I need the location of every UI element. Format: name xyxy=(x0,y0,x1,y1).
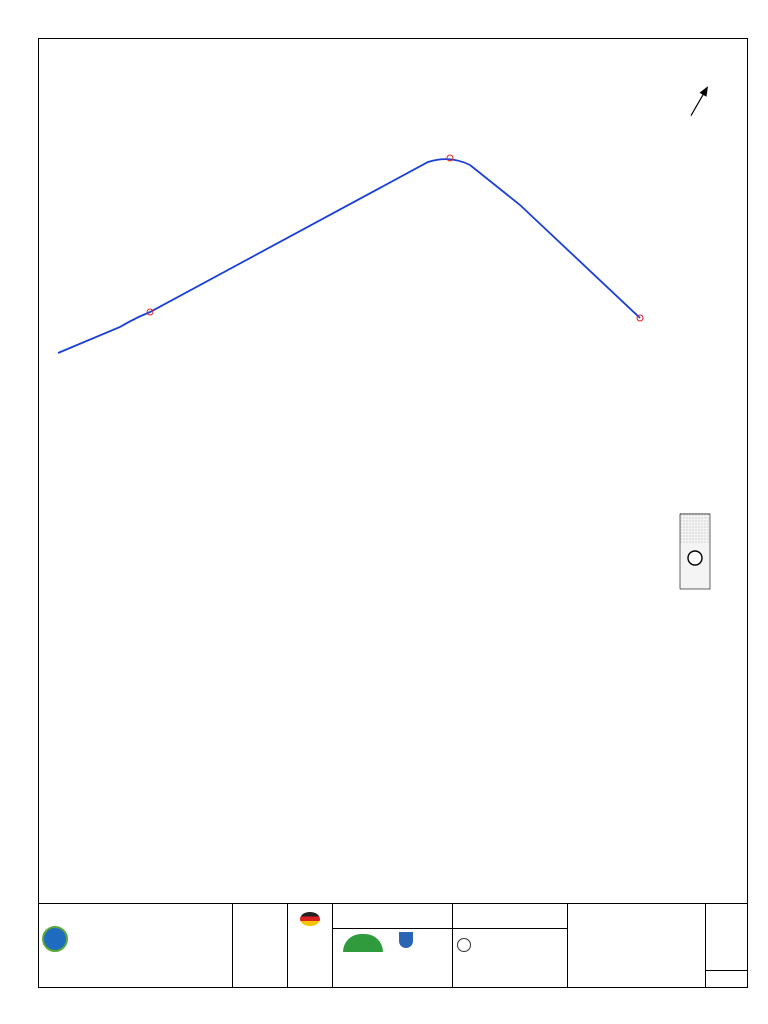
program-block xyxy=(333,904,453,988)
sheet-title-block xyxy=(568,904,706,988)
kfw-logo xyxy=(288,904,333,988)
pacc-logo xyxy=(337,934,395,982)
gobierno-logo xyxy=(399,932,451,950)
pipe-section xyxy=(650,418,750,598)
emagua-logo xyxy=(233,904,288,988)
title-block xyxy=(38,903,748,988)
bm-table xyxy=(657,617,749,777)
legend xyxy=(0,818,768,898)
project-block xyxy=(453,904,568,988)
org-block xyxy=(38,904,233,988)
mmaya-logo xyxy=(42,926,86,960)
plano-number-block xyxy=(706,904,748,988)
